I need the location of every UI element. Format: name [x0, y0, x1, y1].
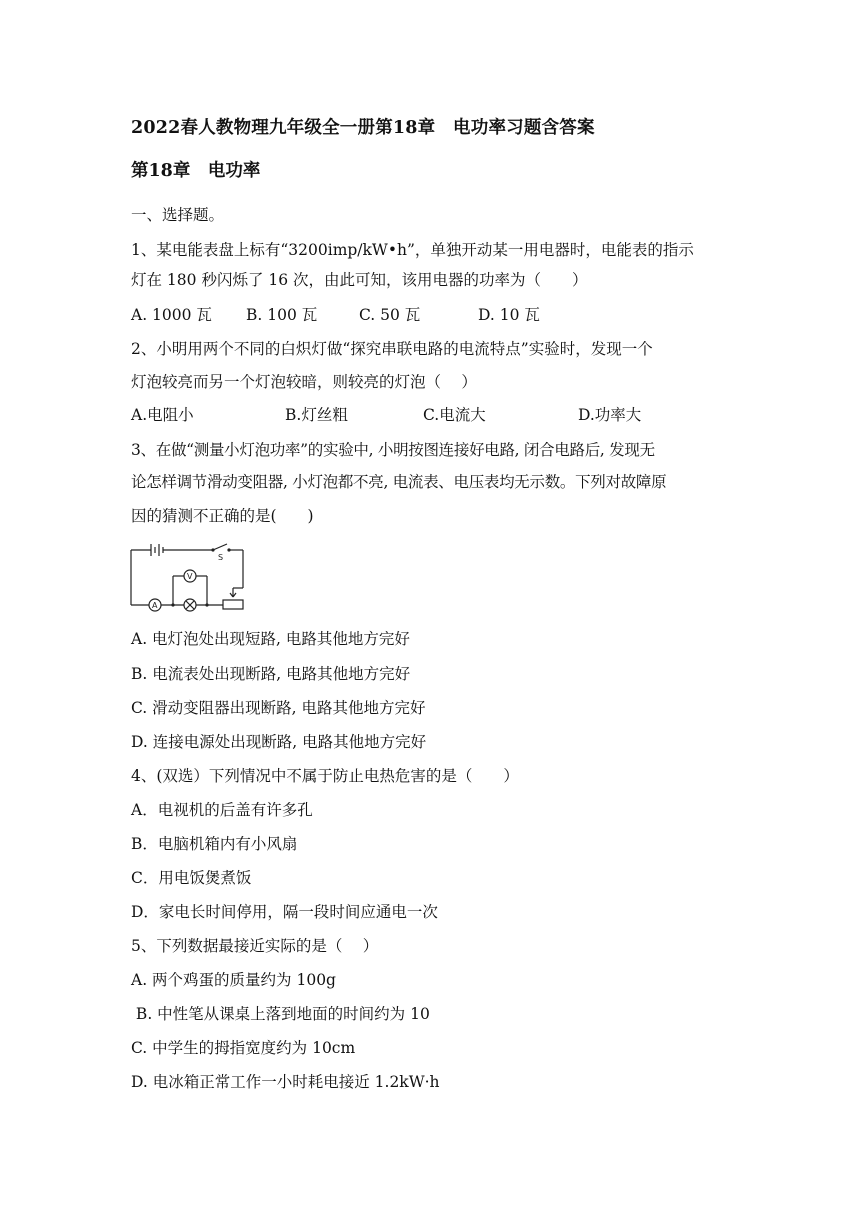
question-1-option-c: C. 50 瓦 [359, 306, 421, 324]
question-1-options [131, 305, 731, 325]
question-2-line-2: 灯泡较亮而另一个灯泡较暗，则较亮的灯泡（ ） [131, 373, 477, 391]
question-1-line-1: 1、某电能表盘上标有“3200imp/kW•h”，单独开动某一用电器时，电能表的指示 [131, 241, 694, 259]
question-2-line-1: 2、小明用两个不同的白炽灯做“探究串联电路的电流特点”实验时，发现一个 [131, 340, 653, 358]
question-3-option-b: B. 电流表处出现断路, 电路其他地方完好 [131, 665, 411, 683]
question-5-option-a: A. 两个鸡蛋的质量约为 100g [131, 971, 336, 989]
question-2-options [131, 405, 731, 425]
question-4-option-d: D．家电长时间停用，隔一段时间应通电一次 [131, 903, 438, 921]
circuit-diagram [129, 540, 253, 612]
question-3-line-1: 3、在做“测量小灯泡功率”的实验中, 小明按图连接好电路, 闭合电路后, 发现无 [131, 441, 655, 459]
chapter-heading: 第18章 电功率 [131, 161, 261, 181]
question-2-option-d: D.功率大 [578, 406, 642, 424]
ammeter-label: A [152, 601, 158, 610]
question-3-option-a: A. 电灯泡处出现短路, 电路其他地方完好 [131, 630, 410, 648]
section-heading: 一、选择题。 [131, 206, 225, 224]
question-1-option-b: B. 100 瓦 [246, 306, 318, 324]
question-4-option-b: B．电脑机箱内有小风扇 [131, 835, 298, 853]
question-5-option-c: C. 中学生的拇指宽度约为 10cm [131, 1039, 356, 1057]
voltmeter-label: V [187, 572, 193, 581]
question-2-option-b: B.灯丝粗 [285, 406, 348, 424]
question-4-line-1: 4、(双选）下列情况中不属于防止电热危害的是（ ） [131, 767, 519, 785]
lamp-icon [184, 599, 196, 611]
question-1-option-a: A. 1000 瓦 [131, 306, 212, 324]
question-4-option-a: A．电视机的后盖有许多孔 [131, 801, 313, 819]
question-3-line-3: 因的猜测不正确的是( ) [131, 507, 314, 525]
question-2-option-a: A.电阻小 [131, 406, 194, 424]
document-title: 2022春人教物理九年级全一册第18章 电功率习题含答案 [131, 118, 595, 138]
switch-icon [211, 544, 230, 552]
battery-icon [151, 544, 163, 556]
question-3-option-c: C. 滑动变阻器出现断路, 电路其他地方完好 [131, 699, 426, 717]
rheostat-icon [223, 600, 243, 609]
question-1-line-2: 灯在 180 秒闪烁了 16 次，由此可知，该用电器的功率为（ ） [131, 271, 588, 289]
rheostat-slider-icon [230, 588, 243, 597]
question-5-option-d: D. 电冰箱正常工作一小时耗电接近 1.2kW·h [131, 1073, 440, 1091]
question-5-line-1: 5、下列数据最接近实际的是（ ） [131, 937, 379, 955]
question-4-option-c: C．用电饭煲煮饭 [131, 869, 252, 887]
switch-label: S [218, 553, 224, 562]
question-2-option-c: C.电流大 [423, 406, 486, 424]
question-5-option-b: B. 中性笔从课桌上落到地面的时间约为 10 [131, 1005, 430, 1023]
question-1-option-d: D. 10 瓦 [478, 306, 540, 324]
question-3-option-d: D. 连接电源处出现断路, 电路其他地方完好 [131, 733, 427, 751]
question-3-line-2: 论怎样调节滑动变阻器, 小灯泡都不亮, 电流表、电压表均无示数。下列对故障原 [131, 473, 667, 491]
